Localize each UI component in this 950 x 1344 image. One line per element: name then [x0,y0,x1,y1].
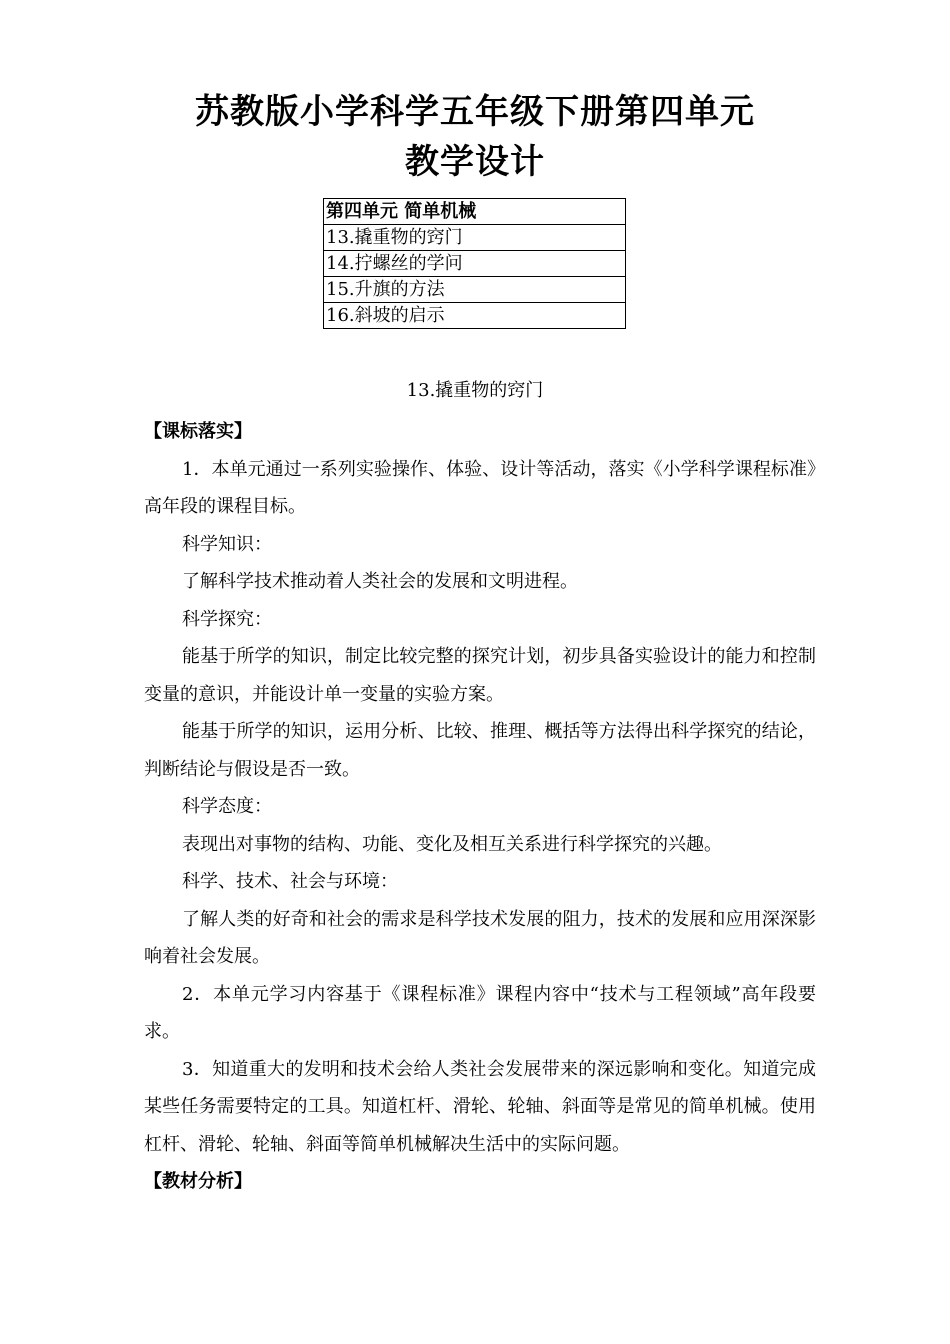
lesson-cell: 16.斜坡的启示 [324,303,626,329]
table-header-row [324,199,626,225]
lesson-cell: 14.拧螺丝的学问 [324,251,626,277]
table-row [324,251,626,277]
paragraph: 科学、技术、社会与环境： [182,871,398,892]
analysis-heading: 【教材分析】 [144,1171,252,1192]
table-row [324,303,626,329]
paragraph: 2．本单元学习内容基于《课程标准》课程内容中“技术与工程领域”高年段要求。 [144,983,816,1042]
document-title-line2: 教学设计 [405,142,545,182]
paragraph: 了解人类的好奇和社会的需求是科学技术发展的阻力，技术的发展和应用深深影响着社会发展。 [144,908,816,967]
lesson-cell: 15.升旗的方法 [324,277,626,303]
paragraph: 科学探究： [182,608,272,630]
paragraph: 3．知道重大的发明和技术会给人类社会发展带来的深远影响和变化。知道完成某些任务需要特定的工具。知道杠杆、滑轮、轮轴、斜面等是常见的简单机械。使用杠杆、滑轮、轮轴、斜面等简单机械解决生活中的实际问题。 [144,1058,816,1155]
paragraph: 1．本单元通过一系列实验操作、体验、设计等活动，落实《小学科学课程标准》高年段的课程目标。 [144,458,816,517]
paragraph: 能基于所学的知识，制定比较完整的探究计划，初步具备实验设计的能力和控制变量的意识，并能设计单一变量的实验方案。 [144,646,816,705]
paragraph: 科学知识： [182,533,272,555]
paragraph: 科学态度： [182,796,272,817]
paragraph: 了解科学技术推动着人类社会的发展和文明进程。 [182,571,578,592]
document-title-line1: 苏教版小学科学五年级下册第四单元 [195,92,755,132]
paragraph: 能基于所学的知识，运用分析、比较、推理、概括等方法得出科学探究的结论，判断结论与假设是否一致。 [144,721,816,780]
body-content [144,413,816,1201]
table-row [324,277,626,303]
unit-contents-table [323,198,626,329]
lesson-title: 13.撬重物的窍门 [406,380,544,401]
unit-header-cell: 第四单元 简单机械 [324,199,626,225]
standards-heading: 【课标落实】 [144,421,252,442]
lesson-cell: 13.撬重物的窍门 [324,225,626,251]
table-row [324,225,626,251]
paragraph: 表现出对事物的结构、功能、变化及相互关系进行科学探究的兴趣。 [182,833,722,855]
